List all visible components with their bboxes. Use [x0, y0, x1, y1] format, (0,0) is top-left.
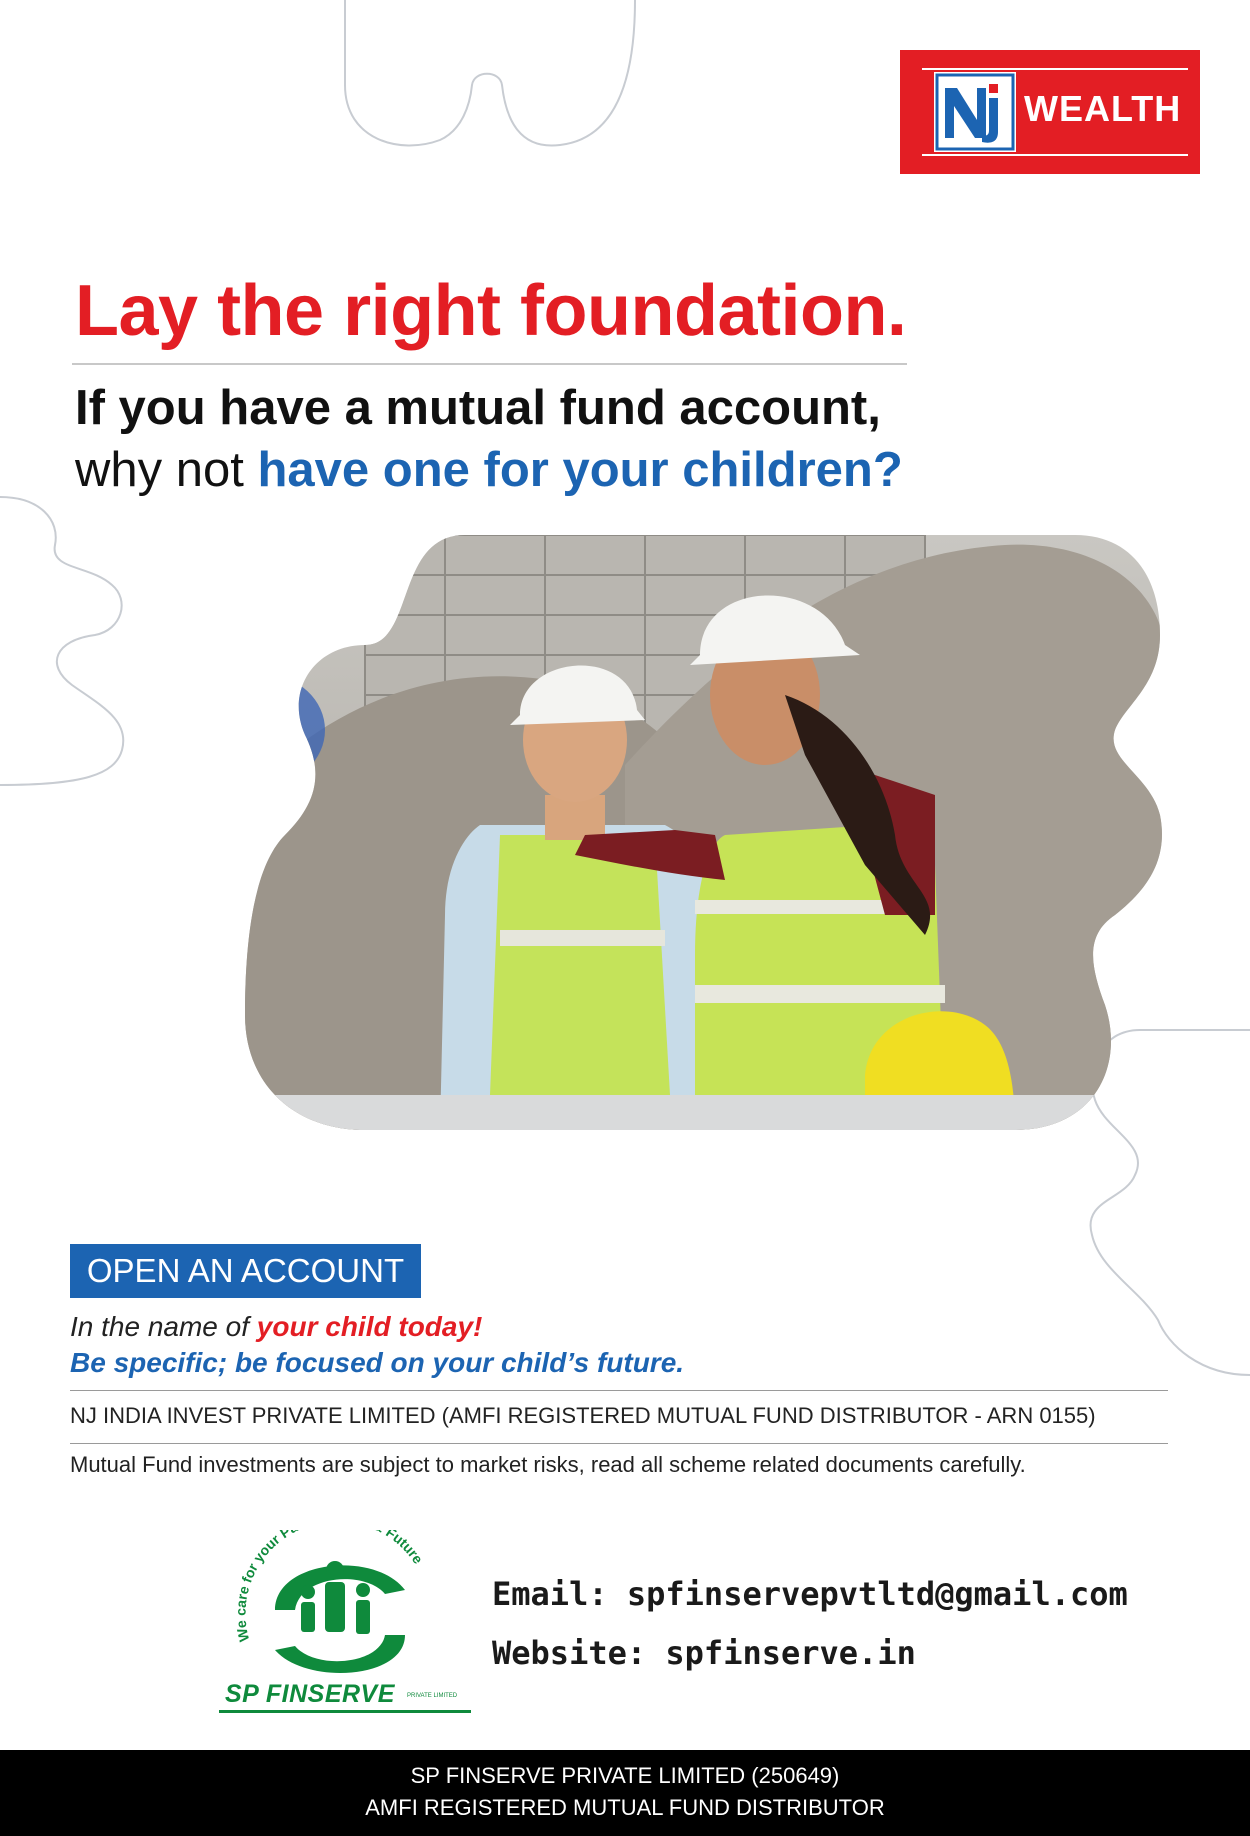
children-construction-photo: [245, 535, 1165, 1130]
nj-monogram-icon: [934, 72, 1016, 152]
footer-line2: AMFI REGISTERED MUTUAL FUND DISTRIBUTOR: [365, 1795, 885, 1820]
disclaimer: Mutual Fund investments are subject to market risks, read all scheme related documents carefully.: [70, 1452, 1026, 1477]
subheadline-line1: If you have a mutual fund account,: [75, 381, 881, 435]
subheadline-highlight: have one for your children?: [257, 443, 903, 497]
tagline-prefix: In the name of: [70, 1311, 257, 1342]
partner-name: SP FINSERVE: [225, 1680, 395, 1708]
headline-divider: [72, 363, 907, 365]
tagline-highlight: your child today!: [256, 1311, 483, 1342]
footer-bar: [0, 1750, 1250, 1836]
nj-wealth-logo: [900, 50, 1200, 174]
partner-suffix: PRIVATE LIMITED: [407, 1693, 458, 1699]
logo-rule-bottom: [922, 154, 1188, 156]
subheadline-line2: [75, 442, 903, 498]
logo-wordmark: WEALTH: [1024, 88, 1182, 129]
divider-lower: [70, 1443, 1168, 1444]
footer-line1: SP FINSERVE PRIVATE LIMITED (250649): [410, 1763, 840, 1788]
partner-website[interactable]: Website: spfinserve.in: [492, 1634, 916, 1672]
tagline-line2: Be specific; be focused on your child’s future.: [70, 1347, 685, 1378]
headline: Lay the right foundation.: [75, 271, 907, 351]
subheadline-plain: why not: [75, 443, 258, 497]
partner-email[interactable]: Email: spfinservepvtltd@gmail.com: [492, 1575, 1128, 1613]
distributor-info: NJ INDIA INVEST PRIVATE LIMITED (AMFI REGISTERED MUTUAL FUND DISTRIBUTOR - ARN 0155): [70, 1403, 1096, 1428]
logo-rule-top: [922, 68, 1188, 70]
family-hands-icon: [215, 1530, 471, 1680]
tagline-line1: [70, 1311, 482, 1343]
partner-slogan: We care for your P Future: [232, 1530, 427, 1644]
nj-logo-mark: [934, 72, 1016, 152]
partner-underline: [219, 1710, 471, 1713]
sp-finserve-logo: [215, 1530, 471, 1716]
divider-upper: [70, 1390, 1168, 1391]
open-account-button[interactable]: OPEN AN ACCOUNT: [70, 1244, 421, 1298]
